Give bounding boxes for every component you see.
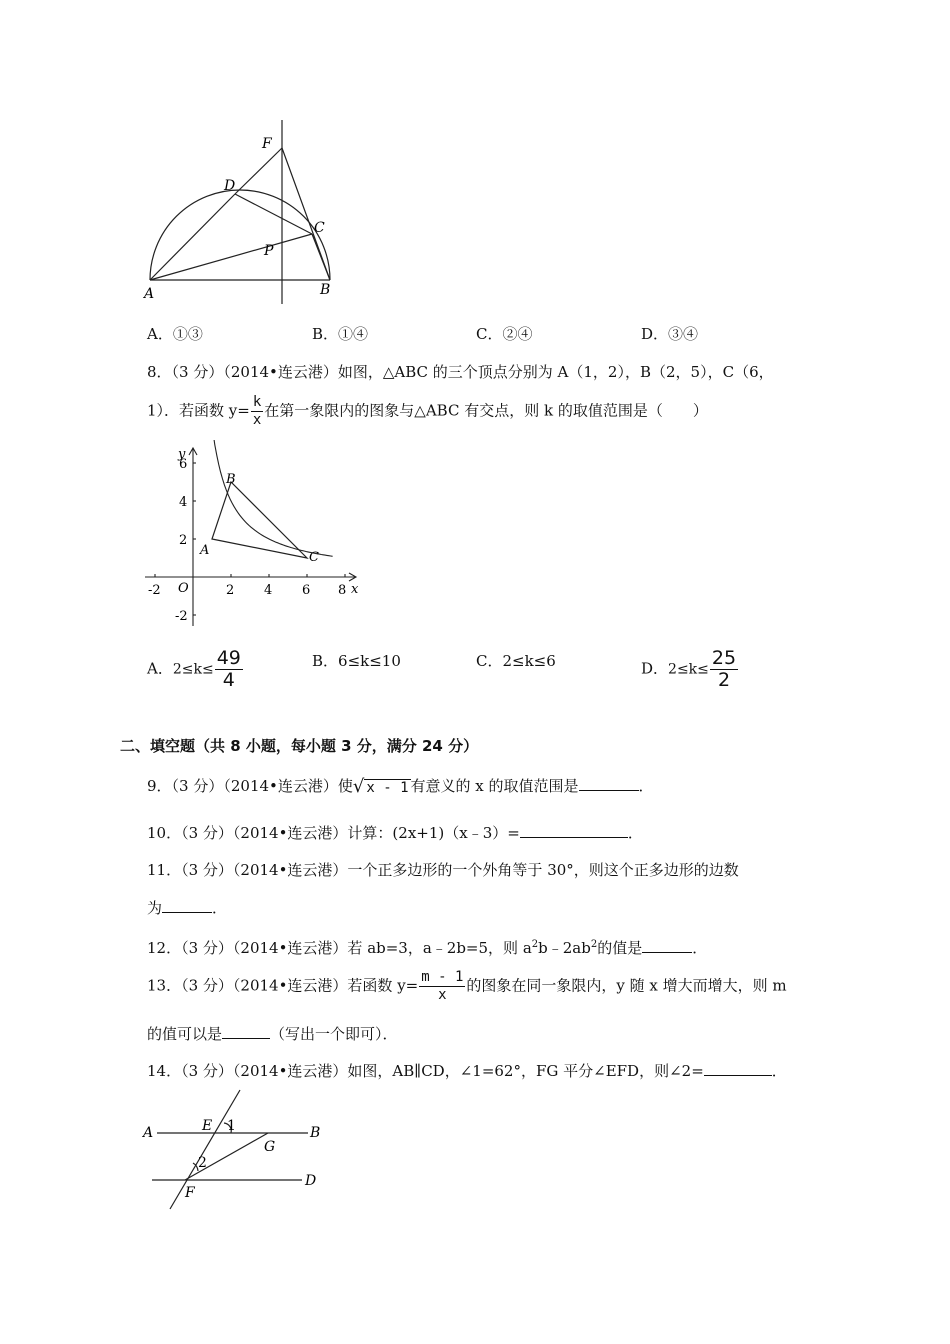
x-tick-6: 6 [302, 583, 311, 598]
q14-parallel-lines-figure [140, 1085, 330, 1215]
q8-option-c: C．2≤k≤6 [476, 652, 556, 670]
q14-answer-blank [704, 1061, 772, 1076]
x-tick-2: 2 [226, 583, 235, 598]
line-df [235, 148, 282, 194]
q13-line2: 的值可以是 （写出一个即可）． [147, 1025, 398, 1043]
label-2: 2 [198, 1155, 207, 1171]
q11-line1: 11．（3 分）（2014•连云港）一个正多边形的一个外角等于 30°，则这个正多边形的边数 [147, 861, 739, 879]
q11-answer-blank [162, 898, 212, 913]
q9-text: 9．（3 分）（2014•连云港）使√ x - 1 有意义的 x 的取值范围是 ． [147, 775, 654, 797]
label-d: D [305, 1173, 317, 1189]
q7-option-a: A．①③ [147, 325, 203, 343]
y-tick-6: 6 [179, 457, 188, 472]
q14-text: 14．（3 分）（2014•连云港）如图，AB∥CD，∠1=62°，FG 平分∠EFD，则∠2= ． [147, 1062, 787, 1080]
origin-label: O [178, 581, 189, 596]
q8-option-b: B．6≤k≤10 [312, 652, 401, 670]
q12-answer-blank [642, 938, 692, 953]
y-label: y [178, 447, 186, 462]
section-heading-fill-blank: 二、填空题（共 8 小题，每小题 3 分，满分 24 分） [120, 737, 479, 755]
label-f: F [185, 1185, 195, 1201]
q9-sqrt: √ x - 1 [352, 775, 409, 797]
label-1: 1 [227, 1118, 236, 1134]
q13-fraction: $\frac{m - 1}{x}$ [421, 969, 464, 1003]
point-a-label: A [200, 543, 210, 558]
q8-line1: 8．（3 分）（2014•连云港）如图，△ABC 的三个顶点分别为 A（1，2），B（2，5），C（6， [147, 363, 774, 381]
line-ac [150, 234, 312, 280]
q7-option-d: D．③④ [641, 325, 699, 343]
x-tick-4: 4 [264, 583, 273, 598]
label-b: B [310, 1125, 321, 1141]
label-a: A [143, 1125, 154, 1141]
q9-answer-blank [579, 776, 639, 791]
y-tick-4: 4 [179, 495, 188, 510]
q10-answer-blank [520, 823, 628, 838]
x-tick-8: 8 [338, 583, 347, 598]
q8-line2: 1）．若函数 y= $\frac{k}{x}$ 在第一象限内的图象与△ABC 有交点，则 k 的取值范围是（ ） [147, 394, 708, 428]
q7-option-b: B．①④ [312, 325, 369, 343]
label-c: C [314, 220, 325, 236]
q7-option-c: C．②④ [476, 325, 533, 343]
q12-text: 12．（3 分）（2014•连云港）若 ab=3，a﹣2b=5，则 $a^2b﹣2ab^2$的值是 ． [147, 939, 708, 957]
q8-option-a: A．2≤k≤ $\frac{49}{4}$ [147, 647, 241, 691]
x-label: x [351, 582, 359, 597]
triangle-abc [212, 482, 307, 558]
q8-coordinate-graph [140, 440, 365, 630]
q10-text: 10．（3 分）（2014•连云港）计算：(2x+1)（x﹣3）= ． [147, 824, 643, 842]
q8-option-d: D．2≤k≤ $\frac{25}{2}$ [641, 647, 737, 691]
y-tick-neg2: -2 [175, 609, 188, 624]
y-tick-2: 2 [179, 533, 188, 548]
label-e: E [202, 1118, 213, 1134]
label-f: F [262, 136, 272, 152]
point-b-label: B [226, 472, 236, 487]
x-tick-neg2: -2 [148, 583, 161, 598]
label-a: A [144, 286, 155, 302]
q13-answer-blank [222, 1024, 270, 1039]
q8-fraction: $\frac{k}{x}$ [252, 394, 262, 428]
label-d: D [224, 178, 236, 194]
point-c-label: C [309, 550, 319, 565]
q7-geometry-figure [138, 118, 348, 308]
q13-line1: 13．（3 分）（2014•连云港）若函数 y= $\frac{m - 1}{x}$ 的图象在同一象限内，y 随 x 增大而增大，则 m [147, 969, 787, 1003]
hyperbola-curve [213, 440, 333, 556]
line-ad [150, 194, 235, 280]
label-g: G [264, 1139, 276, 1155]
label-p: P [264, 243, 274, 259]
q11-line2: 为 ． [147, 899, 228, 917]
label-b: B [320, 282, 331, 298]
semicircle-arc [150, 190, 330, 280]
transversal-ef [170, 1090, 240, 1209]
